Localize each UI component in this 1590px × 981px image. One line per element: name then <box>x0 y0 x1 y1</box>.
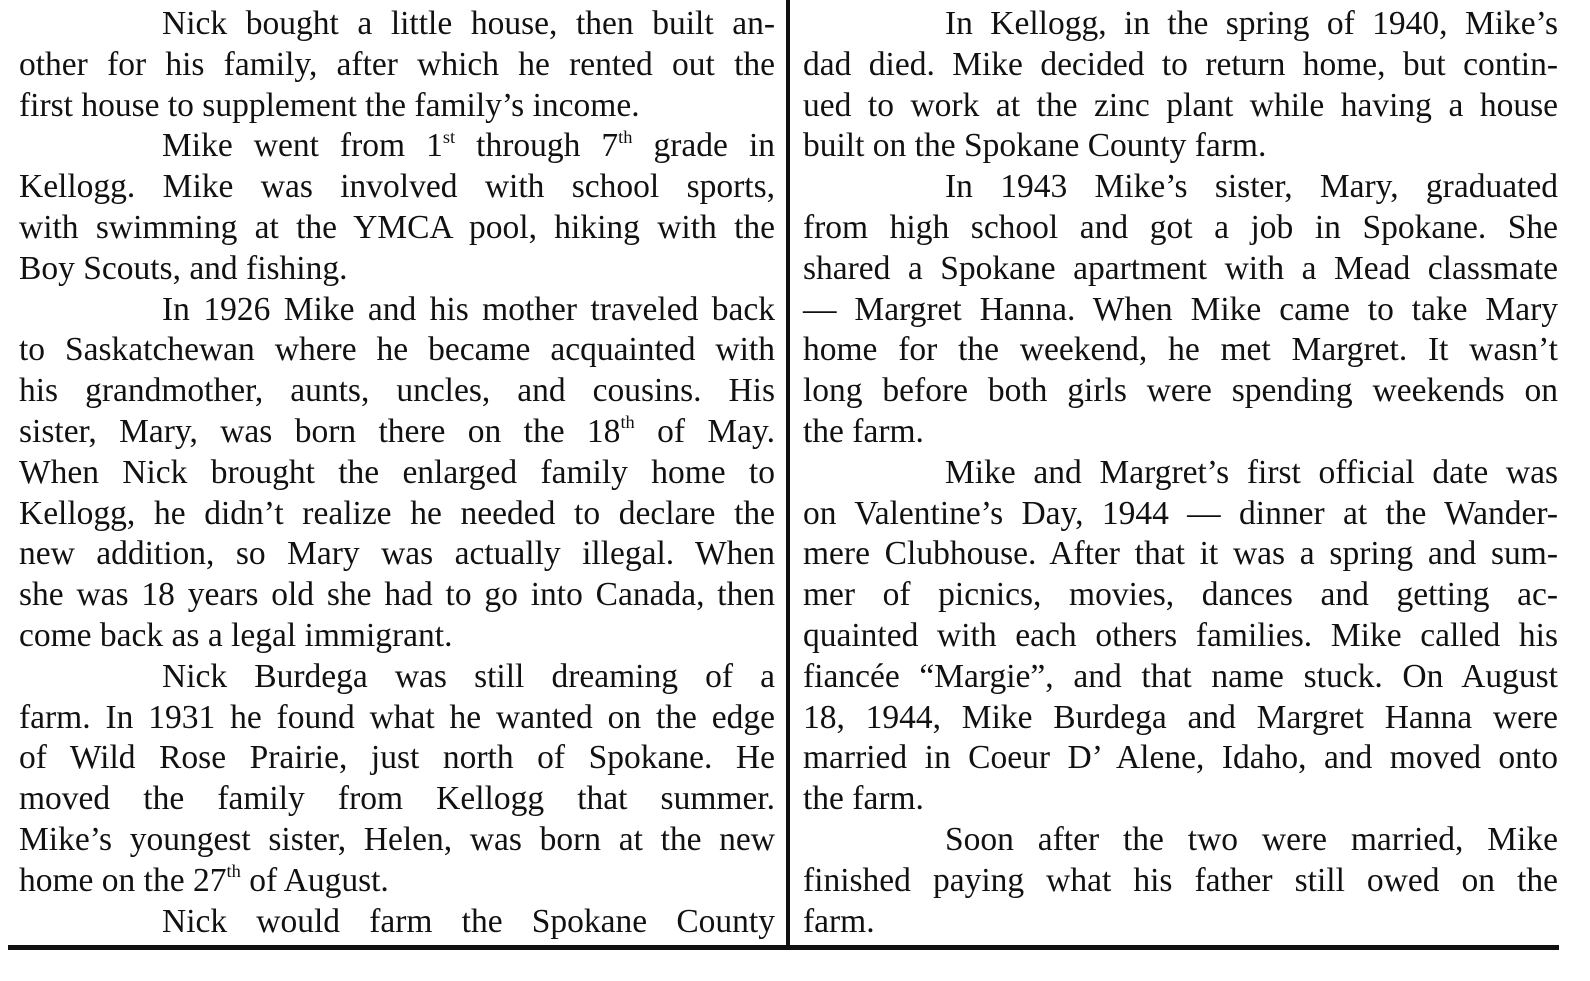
text-segment: grade in <box>632 127 776 165</box>
ordinal-suffix: th <box>618 126 633 147</box>
text-line: of Wild Rose Prairie, just north of Spokane. He <box>19 739 775 777</box>
text-line: Soon after the two were married, Mike <box>945 820 1558 858</box>
text-line: In 1943 Mike’s sister, Mary, graduated <box>945 168 1558 206</box>
ordinal-suffix: th <box>226 860 241 881</box>
text-line: moved the family from Kellogg that summer. <box>19 780 775 818</box>
text-line: Nick would farm the Spokane County <box>162 902 775 940</box>
text-segment: home on the 27 <box>19 861 227 899</box>
text-line: other for his family, after which he rented out the <box>19 45 775 83</box>
text-line: farm. <box>803 902 875 940</box>
text-line: to Saskatchewan where he became acquainted with <box>19 331 775 369</box>
text-line: When Nick brought the enlarged family home to <box>19 453 775 491</box>
text-line: with swimming at the YMCA pool, hiking with the <box>19 208 775 246</box>
text-line: Nick bought a little house, then built an- <box>162 5 775 42</box>
text-line: finished paying what his father still owed on the <box>803 861 1558 899</box>
bottom-rule <box>8 945 1559 950</box>
text-line: the farm. <box>803 412 924 450</box>
text-line <box>19 126 775 167</box>
text-line: Boy Scouts, and fishing. <box>19 249 348 287</box>
text-line: Kellogg, he didn’t realize he needed to declare the <box>19 494 775 532</box>
text-line <box>19 412 775 453</box>
text-line: ued to work at the zinc plant while having a house <box>803 86 1558 124</box>
text-line: mere Clubhouse. After that it was a spring and sum- <box>803 535 1558 573</box>
text-line: she was 18 years old she had to go into Canada, then <box>19 576 775 614</box>
text-segment: of August. <box>240 861 389 899</box>
column-divider <box>786 0 790 950</box>
text-line: the farm. <box>803 780 924 818</box>
text-line: mer of picnics, movies, dances and getting ac- <box>803 576 1558 614</box>
ordinal-suffix: th <box>620 412 635 433</box>
text-line: Nick Burdega was still dreaming of a <box>162 657 775 695</box>
text-line: 18, 1944, Mike Burdega and Margret Hanna were <box>803 698 1558 736</box>
text-line: long before both girls were spending weekends on <box>803 372 1558 410</box>
text-line: Kellogg. Mike was involved with school sports, <box>19 168 775 206</box>
left-column <box>19 4 775 942</box>
text-line: Mike’s youngest sister, Helen, was born at the new <box>19 820 775 858</box>
text-line: on Valentine’s Day, 1944 — dinner at the Wander- <box>803 494 1558 532</box>
text-line: dad died. Mike decided to return home, but contin- <box>803 45 1558 83</box>
text-line <box>19 861 775 902</box>
text-line: farm. In 1931 he found what he wanted on the edge <box>19 698 775 736</box>
text-line: Mike and Margret’s first official date was <box>945 453 1558 491</box>
text-segment: sister, Mary, was born there on the 18 <box>19 412 621 450</box>
text-segment: Mike went from 1 <box>162 127 443 165</box>
text-line: married in Coeur D’ Alene, Idaho, and moved onto <box>803 739 1558 777</box>
text-segment: of May. <box>634 412 776 450</box>
text-line: his grandmother, aunts, uncles, and cousins. His <box>19 372 775 410</box>
text-line: In Kellogg, in the spring of 1940, Mike’s <box>945 5 1558 42</box>
text-line: — Margret Hanna. When Mike came to take Mary <box>803 290 1558 328</box>
text-segment: through 7 <box>455 127 619 165</box>
text-line: quainted with each others families. Mike called his <box>803 616 1558 654</box>
text-line: first house to supplement the family’s income. <box>19 86 640 124</box>
text-line: In 1926 Mike and his mother traveled back <box>162 290 775 328</box>
ordinal-suffix: st <box>442 126 456 147</box>
text-line: built on the Spokane County farm. <box>803 127 1267 165</box>
text-line: fiancée “Margie”, and that name stuck. On August <box>803 657 1558 695</box>
text-line: shared a Spokane apartment with a Mead classmate <box>803 249 1558 287</box>
text-line: from high school and got a job in Spokane. She <box>803 208 1558 246</box>
text-line: come back as a legal immigrant. <box>19 616 453 654</box>
text-line: home for the weekend, he met Margret. It wasn’t <box>803 331 1558 369</box>
text-line: new addition, so Mary was actually illegal. When <box>19 535 775 573</box>
right-column <box>803 4 1558 942</box>
